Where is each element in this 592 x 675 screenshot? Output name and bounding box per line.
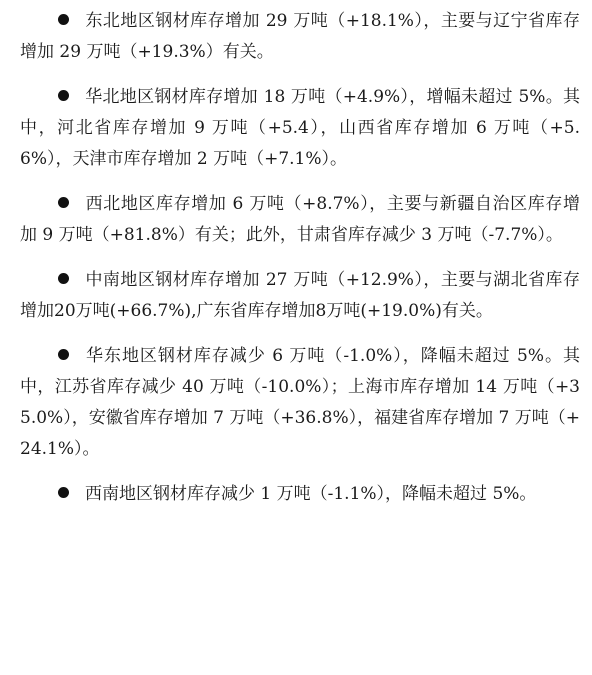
paragraph-text: 西南地区钢材库存减少 1 万吨（-1.1%），降幅未超过 5%。 (85, 484, 537, 504)
paragraph-text: 华东地区钢材库存减少 6 万吨（-1.0%），降幅未超过 5%。其中，江苏省库存减少 40 万吨（-10.0%）；上海市库存增加 14 万吨（+35.0%），安徽省库存增加 7 万吨（+36.8%），福建省库存增加 7 万吨（+24.1%）。 (20, 346, 580, 459)
paragraph-text: 东北地区钢材库存增加 29 万吨（+18.1%），主要与辽宁省库存增加 29 万吨（+19.3%）有关。 (20, 11, 580, 62)
bullet-icon (58, 14, 69, 25)
list-item-southwest (20, 479, 580, 510)
bullet-icon (58, 197, 69, 208)
bullet-icon (58, 90, 69, 101)
list-item-north (20, 82, 580, 175)
list-item-northwest (20, 189, 580, 251)
list-item-east (20, 341, 580, 465)
document-body (20, 6, 580, 524)
bullet-icon (58, 487, 69, 498)
list-item-south-central (20, 265, 580, 327)
paragraph-text: 中南地区钢材库存增加 27 万吨（+12.9%），主要与湖北省库存增加20万吨(+66.7%),广东省库存增加8万吨(+19.0%)有关。 (20, 270, 580, 321)
paragraph-text: 西北地区库存增加 6 万吨（+8.7%），主要与新疆自治区库存增加 9 万吨（+81.8%）有关；此外，甘肃省库存减少 3 万吨（-7.7%）。 (20, 194, 580, 245)
list-item-northeast (20, 6, 580, 68)
paragraph-text: 华北地区钢材库存增加 18 万吨（+4.9%），增幅未超过 5%。其中，河北省库存增加 9 万吨（+5.4），山西省库存增加 6 万吨（+5.6%），天津市库存增加 2 万吨（+7.1%）。 (20, 87, 580, 169)
bullet-icon (58, 349, 69, 360)
bullet-icon (58, 273, 69, 284)
